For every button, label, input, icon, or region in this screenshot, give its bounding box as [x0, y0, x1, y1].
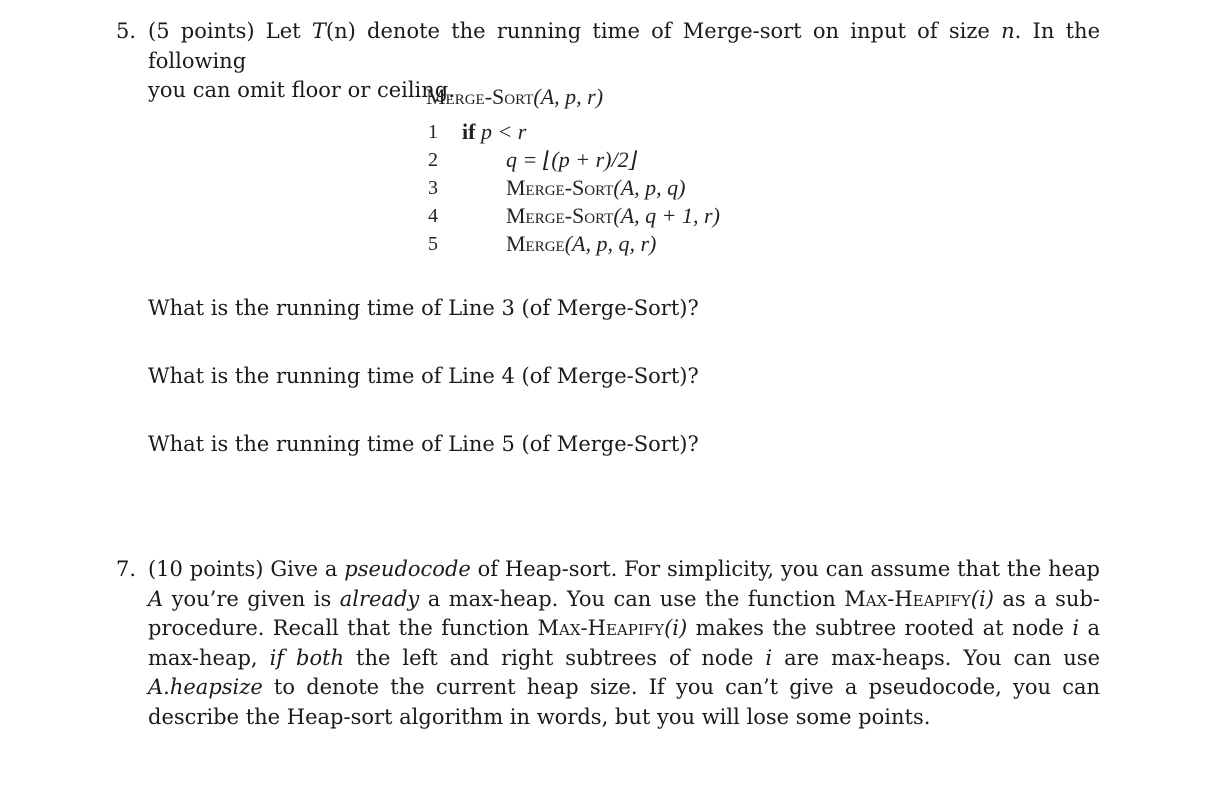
line-5-fn: Merge: [506, 231, 565, 256]
line-number: 2: [428, 149, 438, 171]
pseudocode-title: [426, 84, 603, 110]
line-3-fn: Merge-Sort: [506, 175, 614, 200]
q7-arg-i: (i): [970, 586, 994, 611]
line-number: 5: [428, 233, 438, 255]
q7-italic-already: already: [339, 586, 420, 611]
pseudocode-title-fn: Merge-Sort: [426, 84, 534, 109]
question-5-statement: [148, 17, 1100, 106]
q5-math-n2: n: [1001, 19, 1015, 43]
q7-text-e: as a sub-procedure. Recall that the function: [148, 586, 1100, 640]
q7-italic-pseudocode: pseudocode: [344, 557, 471, 581]
line-5-stmt: [506, 230, 656, 258]
sub-question-line-3: What is the running time of Line 3 (of Merge-Sort)?: [148, 296, 699, 320]
question-7-number: 7.: [116, 557, 137, 581]
q7-text-a: (10 points) Give a: [148, 557, 345, 581]
q5-text-b: denote the running time of Merge-sort on input of size: [355, 19, 1002, 43]
line-number: 1: [428, 121, 438, 143]
line-5-args: (A, p, q, r): [564, 231, 657, 256]
line-2-stmt: q = ⌊(p + r)/2⌋: [506, 147, 638, 172]
q5-text-a: (5 points) Let: [148, 19, 312, 43]
line-1-stmt: [462, 118, 526, 146]
q5-text-d: you can omit floor or ceiling.: [148, 78, 455, 102]
q7-text-j: are max-heaps. You can use: [772, 645, 1100, 670]
q7-text-b: of Heap-sort. For simplicity, you can assume that the heap: [470, 557, 1100, 581]
q7-text-h: the left and right subtrees of node: [344, 645, 766, 670]
sub-question-line-4: What is the running time of Line 4 (of Merge-Sort)?: [148, 364, 699, 388]
q7-fn-max-heapify-2: Max-Heapify: [537, 616, 665, 640]
q7-math-i-2: i: [765, 645, 773, 670]
q7-fn-max-heapify: Max-Heapify: [844, 586, 971, 611]
sub-question-line-5: What is the running time of Line 5 (of Merge-Sort)?: [148, 432, 699, 456]
q7-text-g: a max-heap,: [148, 616, 1100, 670]
q7-text-c: you’re given is: [163, 586, 340, 611]
question-7-statement: [148, 555, 1100, 732]
q7-arg-i-2: (i): [664, 616, 688, 640]
q7-math-A: A: [148, 586, 164, 611]
line-number: 3: [428, 177, 438, 199]
line-number: 4: [428, 205, 438, 227]
q7-text-k: to denote the current heap size. If you can’t give a pseudocode, you can describe the Heap-sort algorithm in words, but you will lose some points.: [148, 675, 1100, 729]
line-4-fn: Merge-Sort: [506, 203, 614, 228]
q7-text-d: a max-heap. You can use the function: [419, 586, 845, 611]
q5-math-n: (n): [325, 19, 356, 43]
if-keyword: if: [462, 119, 476, 144]
q5-text-c: . In the following: [148, 19, 1100, 73]
line-1-cond: p < r: [475, 119, 527, 144]
q7-text-f: makes the subtree rooted at node: [687, 616, 1073, 640]
question-5-number: 5.: [116, 19, 137, 43]
line-3-stmt: [506, 174, 685, 202]
pseudocode-title-args: (A, p, r): [533, 84, 604, 109]
line-3-args: (A, p, q): [613, 175, 686, 200]
q7-italic-if-both: if both: [269, 645, 345, 670]
line-4-stmt: [506, 202, 720, 230]
q5-math-T: T: [311, 19, 326, 43]
line-4-args: (A, q + 1, r): [613, 203, 720, 228]
q7-math-heapsize: A.heapsize: [148, 675, 263, 699]
q7-math-i: i: [1072, 616, 1080, 640]
